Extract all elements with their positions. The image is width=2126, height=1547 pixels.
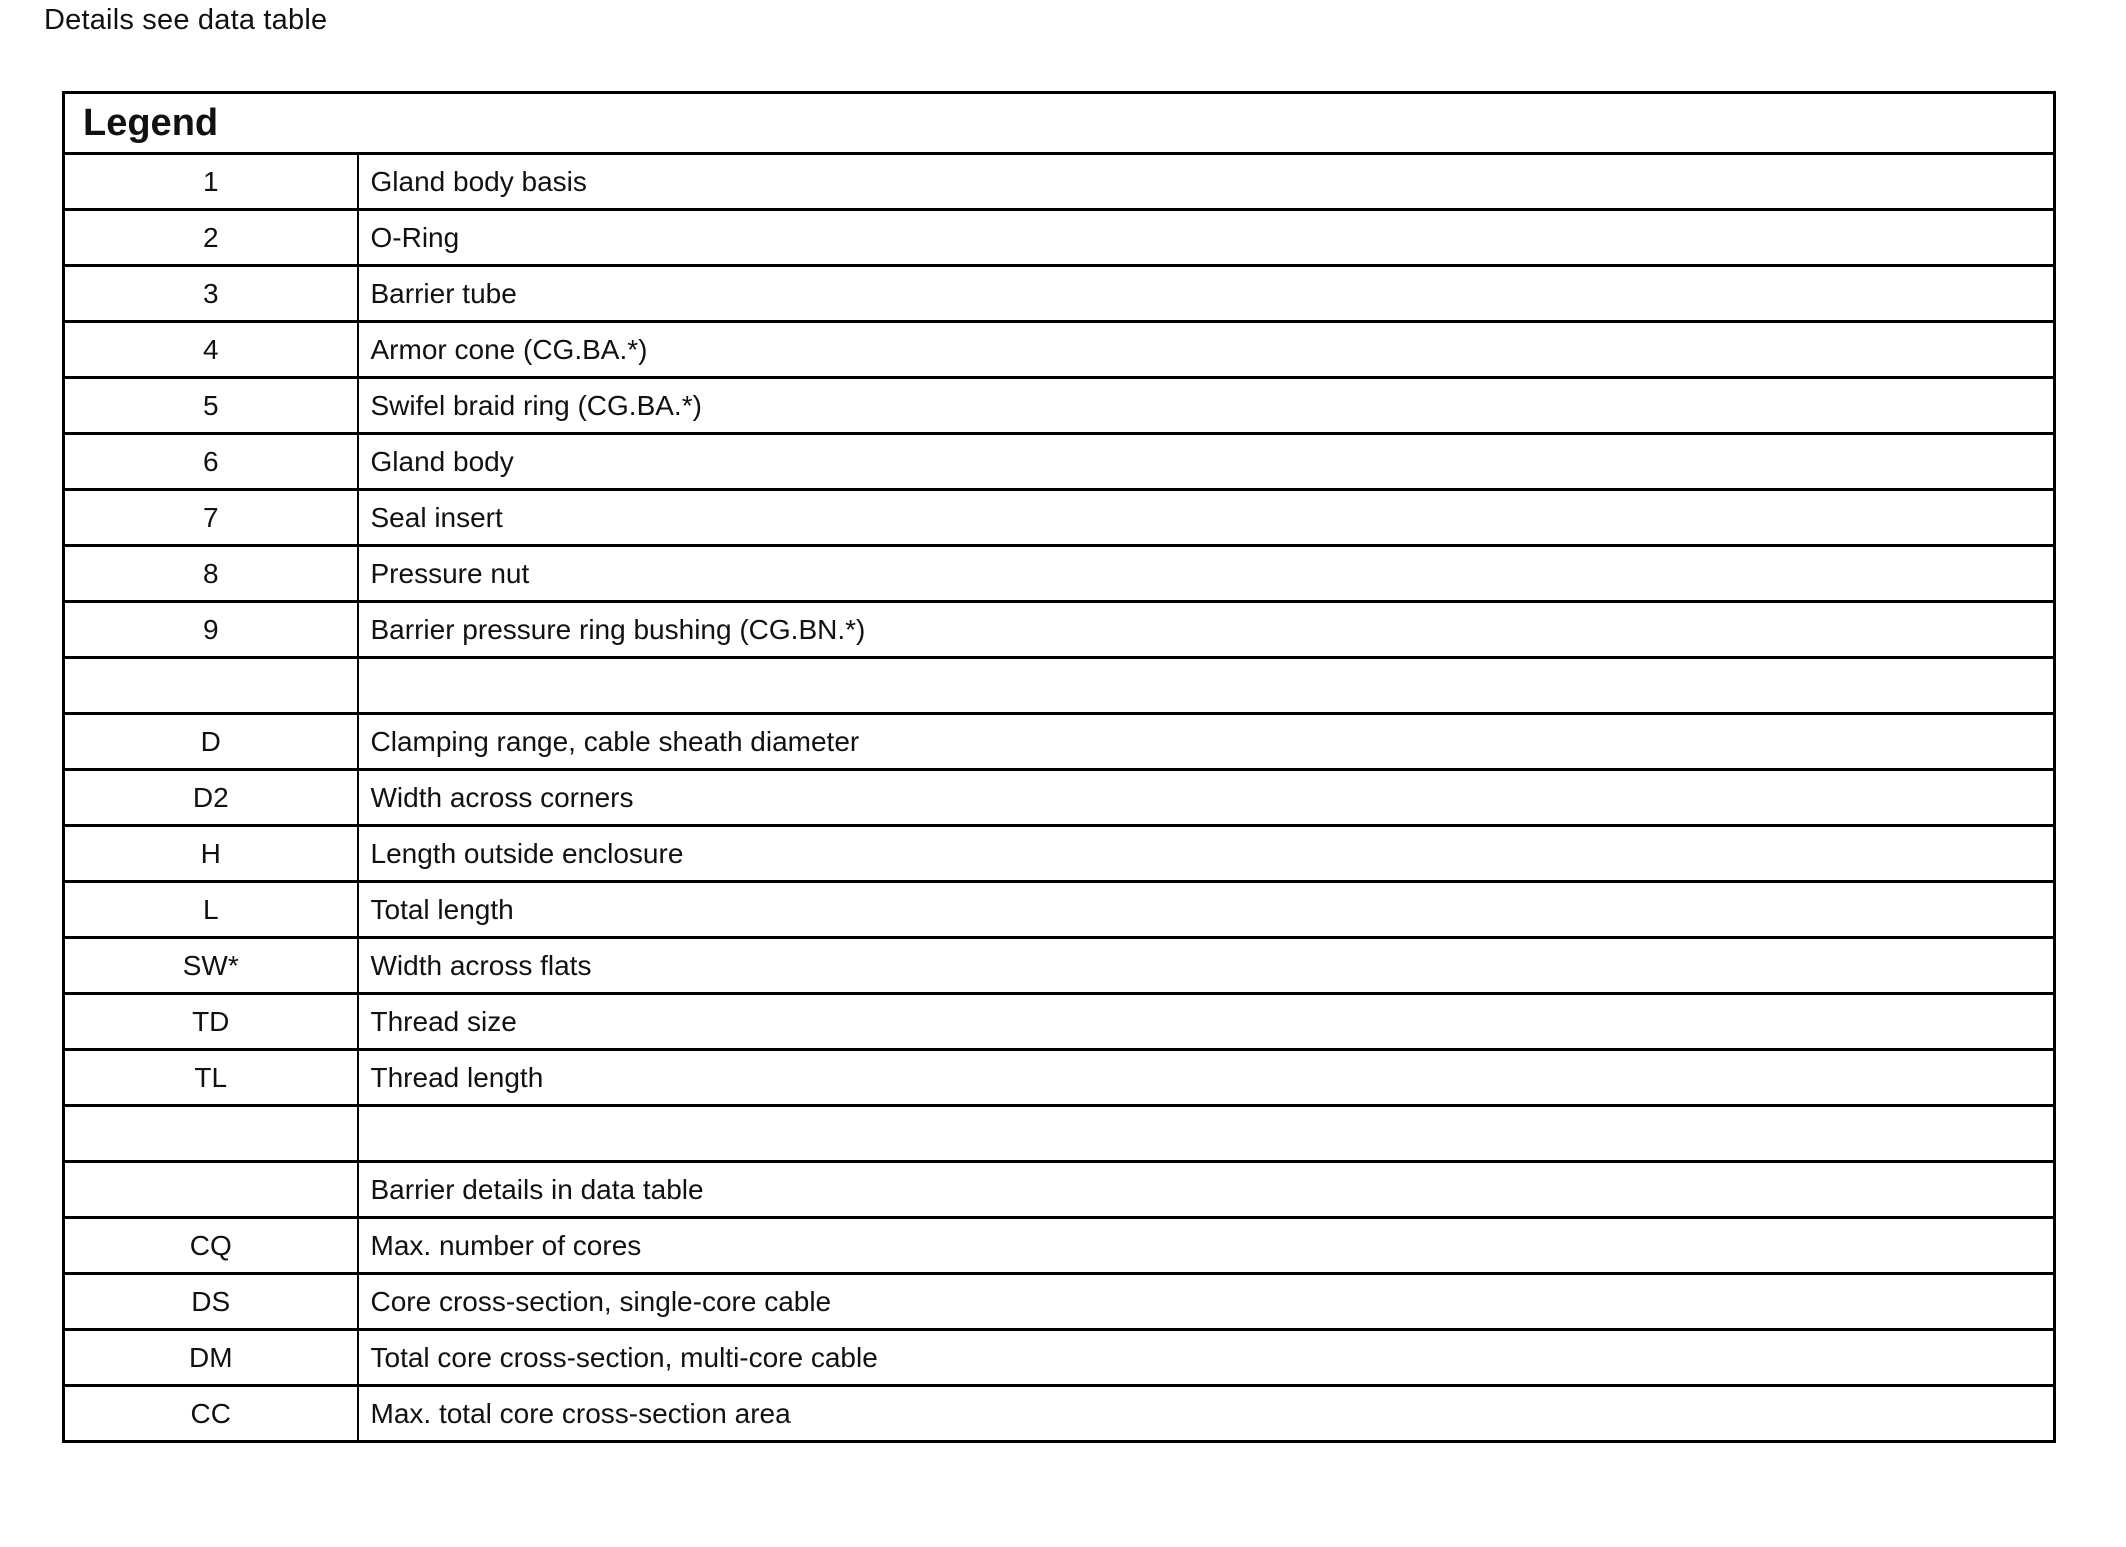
row-key: 3 [64, 266, 358, 322]
row-description: Max. number of cores [358, 1218, 2055, 1274]
table-row [64, 1218, 2055, 1274]
row-description: Total length [358, 882, 2055, 938]
row-description: Barrier pressure ring bushing (CG.BN.*) [358, 602, 2055, 658]
table-row [64, 1330, 2055, 1386]
table-row-empty [64, 1106, 2055, 1162]
row-key: SW* [64, 938, 358, 994]
row-description: Pressure nut [358, 546, 2055, 602]
row-key: CQ [64, 1218, 358, 1274]
row-key: DM [64, 1330, 358, 1386]
row-description: Seal insert [358, 490, 2055, 546]
table-row [64, 770, 2055, 826]
row-key: CC [64, 1386, 358, 1442]
row-description [358, 658, 2055, 714]
table-row [64, 210, 2055, 266]
row-key: 6 [64, 434, 358, 490]
legend-table [62, 91, 2056, 1443]
table-row [64, 1162, 2055, 1218]
legend-title: Legend [64, 93, 2055, 154]
row-key: 1 [64, 154, 358, 210]
row-key: 7 [64, 490, 358, 546]
table-row [64, 490, 2055, 546]
table-row [64, 714, 2055, 770]
row-description: Length outside enclosure [358, 826, 2055, 882]
row-key: 8 [64, 546, 358, 602]
row-key [64, 1106, 358, 1162]
row-description: Max. total core cross-section area [358, 1386, 2055, 1442]
row-description: Gland body [358, 434, 2055, 490]
table-row [64, 1386, 2055, 1442]
legend-table-body [64, 154, 2055, 1442]
row-description [358, 1106, 2055, 1162]
row-description: Width across corners [358, 770, 2055, 826]
row-key: D2 [64, 770, 358, 826]
row-key: 5 [64, 378, 358, 434]
row-description: Width across flats [358, 938, 2055, 994]
row-description: Barrier tube [358, 266, 2055, 322]
row-description: Swifel braid ring (CG.BA.*) [358, 378, 2055, 434]
row-key: H [64, 826, 358, 882]
row-description: Core cross-section, single-core cable [358, 1274, 2055, 1330]
row-description: Armor cone (CG.BA.*) [358, 322, 2055, 378]
table-row [64, 434, 2055, 490]
row-key: 4 [64, 322, 358, 378]
row-description: Thread length [358, 1050, 2055, 1106]
table-row [64, 826, 2055, 882]
row-key: D [64, 714, 358, 770]
row-key: L [64, 882, 358, 938]
row-description: Barrier details in data table [358, 1162, 2055, 1218]
table-row-empty [64, 658, 2055, 714]
table-row [64, 1050, 2055, 1106]
row-key: TD [64, 994, 358, 1050]
row-description: Thread size [358, 994, 2055, 1050]
table-row [64, 378, 2055, 434]
table-row [64, 602, 2055, 658]
legend-header-row [64, 93, 2055, 154]
row-key: DS [64, 1274, 358, 1330]
row-key [64, 1162, 358, 1218]
table-row [64, 1274, 2055, 1330]
row-key [64, 658, 358, 714]
row-description: Total core cross-section, multi-core cable [358, 1330, 2055, 1386]
table-row [64, 938, 2055, 994]
row-description: O-Ring [358, 210, 2055, 266]
table-row [64, 266, 2055, 322]
table-row [64, 154, 2055, 210]
table-row [64, 546, 2055, 602]
row-description: Gland body basis [358, 154, 2055, 210]
details-note: Details see data table [44, 4, 328, 36]
table-row [64, 322, 2055, 378]
table-row [64, 882, 2055, 938]
row-description: Clamping range, cable sheath diameter [358, 714, 2055, 770]
row-key: 9 [64, 602, 358, 658]
row-key: TL [64, 1050, 358, 1106]
row-key: 2 [64, 210, 358, 266]
table-row [64, 994, 2055, 1050]
